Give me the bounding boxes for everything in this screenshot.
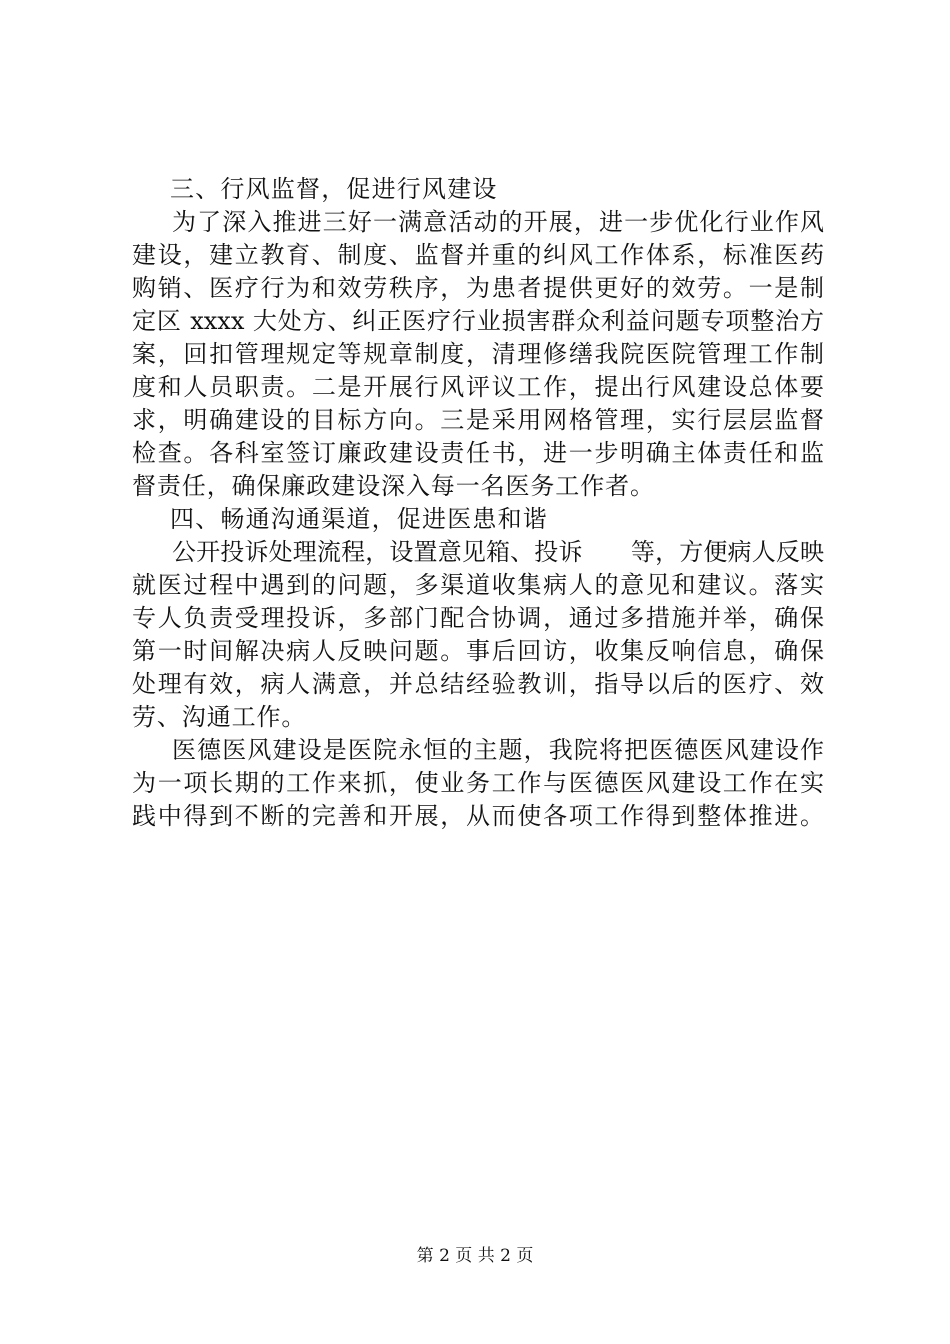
section-3-line-3: 购销、医疗行为和效劳秩序，为患者提供更好的效劳。一是制 (132, 274, 824, 302)
section-4-line-4: 第一时间解决病人反映问题。事后回访，收集反响信息，确保 (132, 637, 824, 665)
section-3-line-7: 求，明确建设的目标方向。三是采用网格管理，实行层层监督 (132, 406, 824, 434)
section-4-heading: 四、畅通沟通渠道，促进医患和谐 (170, 505, 548, 533)
conclusion-line-2: 为一项长期的工作来抓，使业务工作与医德医风建设工作在实 (132, 769, 824, 797)
section-4-line-6: 劳、沟通工作。 (132, 703, 307, 731)
section-4-line-3: 专人负责受理投诉，多部门配合协调，通过多措施并举，确保 (132, 604, 824, 632)
conclusion-line-1: 医德医风建设是医院永恒的主题，我院将把医德医风建设作 (172, 736, 824, 764)
section-3-line-2: 建设，建立教育、制度、监督并重的纠风工作体系，标准医药 (132, 241, 824, 269)
section-4-line-1: 公开投诉处理流程，设置意见箱、投诉 等，方便病人反映 (172, 538, 824, 566)
section-3-line-5: 案，回扣管理规定等规章制度，清理修缮我院医院管理工作制 (132, 340, 824, 368)
section-3-heading: 三、行风监督，促进行风建设 (170, 175, 498, 203)
section-3-line-9: 督责任，确保廉政建设深入每一名医务工作者。 (132, 472, 655, 500)
section-3-line-6: 度和人员职责。二是开展行风评议工作，提出行风建设总体要 (132, 373, 824, 401)
section-3-line-4: 定区 xxxx 大处方、纠正医疗行业损害群众利益问题专项整治方 (132, 307, 824, 335)
section-4-line-5: 处理有效，病人满意，并总结经验教训，指导以后的医疗、效 (132, 670, 824, 698)
section-3-line-1: 为了深入推进三好一满意活动的开展，进一步优化行业作风 (172, 208, 824, 236)
section-4-line-2: 就医过程中遇到的问题，多渠道收集病人的意见和建议。落实 (132, 571, 824, 599)
page-number-footer: 第 2 页 共 2 页 (416, 1246, 534, 1266)
conclusion-line-3: 践中得到不断的完善和开展，从而使各项工作得到整体推进。 (132, 802, 824, 830)
section-3-line-8: 检查。各科室签订廉政建设责任书，进一步明确主体责任和监 (132, 439, 824, 467)
